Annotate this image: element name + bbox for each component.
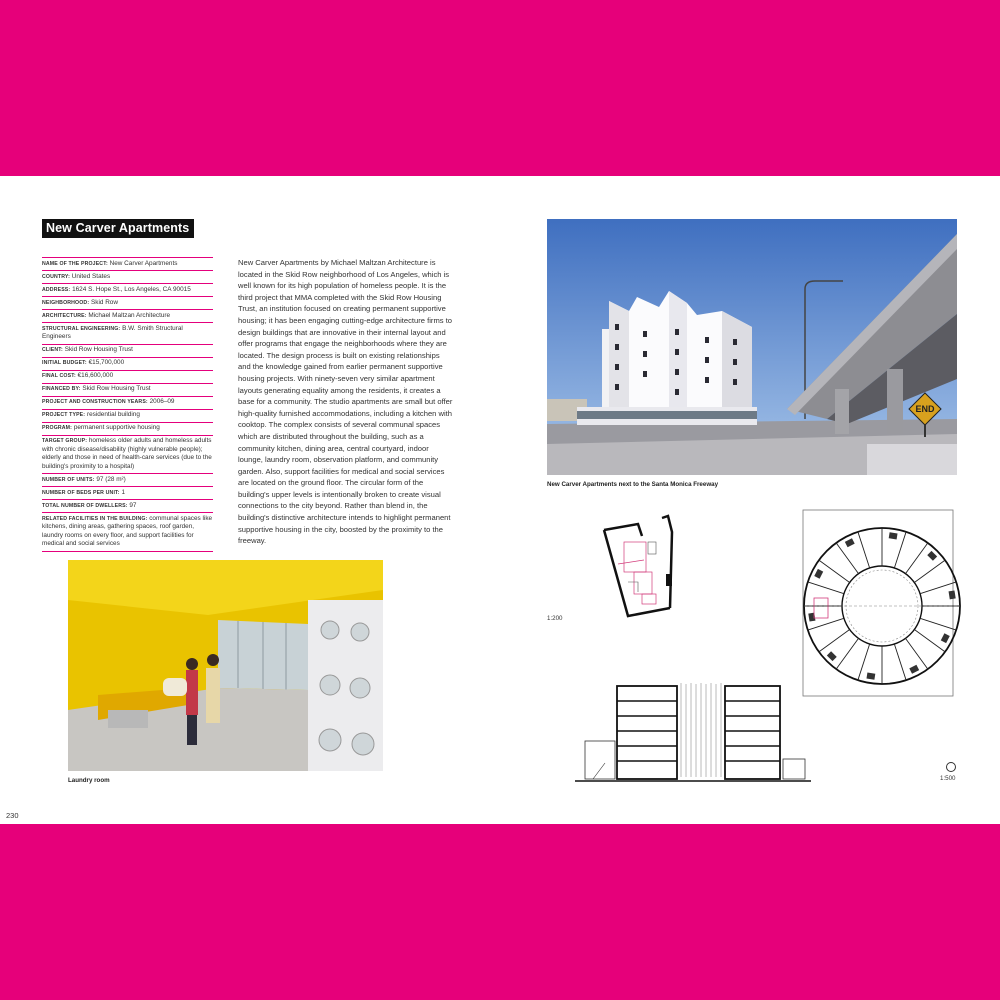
fact-row [42,435,213,474]
fact-value: homeless older adults and homeless adults with chronic disease/disability (highly vulnerable people); elderly and those in need of health-care services (due to the building's proximity to a hospital) [42,437,212,470]
exterior-illustration [547,219,957,475]
body-text: New Carver Apartments by Michael Maltzan Architecture is located in the Skid Row neighborhood of Los Angeles, which is well known for its high population of homeless people. It is the third project that MMA completed with the Skid Row Housing Trust, an institution focused on creating permanent supportive housing; it has been engaging cutting-edge architecture firms to design buildings that are innovative in their internal layout and offer programs that engage the neighborhoods where they are located. The design process is built on existing relationships and the knowledge gained from earlier permanent supportive housing projects. With ninety-seven very similar apartment layouts generating equality among the residents, it creates a base for a community. The studio apartments are small but offer high-quality furnished accommodations, including a kitchen with cooktop. The complex consists of several communal spaces which are distributed throughout the building, such as a community kitchen, dining area, central courtyard, indoor lounge, laundry room, observation platform, and community garden. Also, support facilities for medical and social services are located on the ground floor. The circular form of the building's upper levels is intentionally broken to create visual connections to the city beyond. Rather than blend in, the building's distinctive architecture intends to highlight permanent supportive housing in the city, boosted by the proximity to the freeway. [238,258,453,546]
fact-label: NUMBER OF UNITS: [42,476,95,483]
fact-row [42,344,213,357]
fact-label: PROGRAM: [42,425,73,431]
fact-value: Michael Maltzan Architecture [88,311,171,319]
fact-label: ARCHITECTURE: [42,312,87,319]
fact-label: NAME OF THE PROJECT: [42,260,108,267]
book-page [0,176,1000,824]
fact-label: TARGET GROUP: [42,438,88,444]
section-drawing [575,681,811,785]
fact-label: RELATED FACILITIES IN THE BUILDING: [42,515,148,522]
fact-value: Skid Row Housing Trust [64,346,133,353]
fact-value: United States [71,272,111,280]
fact-value: 97 [129,501,137,509]
laundry-caption: Laundry room [68,777,110,784]
fact-row [42,486,213,499]
fact-label: PROJECT AND CONSTRUCTION YEARS: [42,399,148,405]
fact-row [42,422,213,435]
fact-value: Skid Row Housing Trust [82,385,151,392]
scale-label-large: 1:500 [940,775,956,782]
fact-label: STRUCTURAL ENGINEERING: [42,325,121,332]
exterior-photo [547,219,957,475]
fact-row [42,473,213,486]
fact-row [42,396,213,409]
project-title: New Carver Apartments [42,219,194,238]
fact-value: 1624 S. Hope St., Los Angeles, CA 90015 [72,285,191,293]
typical-floor-plan [800,508,964,698]
road-sign-text: END [915,404,935,414]
fact-row [42,322,213,344]
fact-row [42,357,213,370]
fact-label: COUNTRY: [42,273,70,280]
unit-plan-drawing [598,512,680,620]
scale-label-small: 1:200 [547,615,563,622]
laundry-photo [68,560,383,771]
washing-machines [308,600,383,771]
fact-label: PROJECT TYPE: [42,412,86,418]
fact-row [42,383,213,396]
laundry-illustration [68,560,383,771]
fact-value: €15,700,000 [88,359,125,366]
fact-row [42,499,213,512]
unit-floor-plan [598,512,680,620]
page-number: 230 [6,811,19,820]
fact-value: 1 [121,488,126,496]
fact-row [42,512,213,552]
fact-value: permanent supportive housing [73,424,160,431]
fact-label: NUMBER OF BEDS PER UNIT: [42,489,120,496]
circular-plan-drawing [800,508,964,698]
fact-label: INITIAL BUDGET: [42,360,87,366]
fact-row [42,409,213,422]
fact-row [42,370,213,383]
fact-value: New Carver Apartments [109,259,178,267]
fact-label: NEIGHBORHOOD: [42,299,90,306]
north-arrow-icon [946,762,956,772]
fact-sheet [42,257,213,552]
fact-value: communal spaces like kitchens, dining areas, gathering spaces, roof garden, laundry rooms on every floor, and support facilities for medical and social services [42,514,213,547]
fact-row [42,257,213,270]
fact-label: ADDRESS: [42,286,71,293]
fact-row [42,270,213,283]
fact-label: FINANCED BY: [42,386,81,392]
fact-label: FINAL COST: [42,373,76,379]
fact-label: TOTAL NUMBER OF DWELLERS: [42,502,128,509]
fact-value: B.W. Smith Structural Engineers [42,324,183,340]
building-section [575,681,811,785]
fact-row [42,309,213,322]
fact-row [42,296,213,309]
exterior-caption: New Carver Apartments next to the Santa Monica Freeway [547,481,719,488]
fact-value: 2006–09 [149,398,175,405]
fact-row [42,283,213,296]
fact-value: 97 (28 m²) [96,475,126,483]
fact-value: Skid Row [90,298,118,306]
fact-label: CLIENT: [42,347,63,353]
fact-value: €16,600,000 [77,372,114,379]
fact-value: residential building [86,411,140,418]
